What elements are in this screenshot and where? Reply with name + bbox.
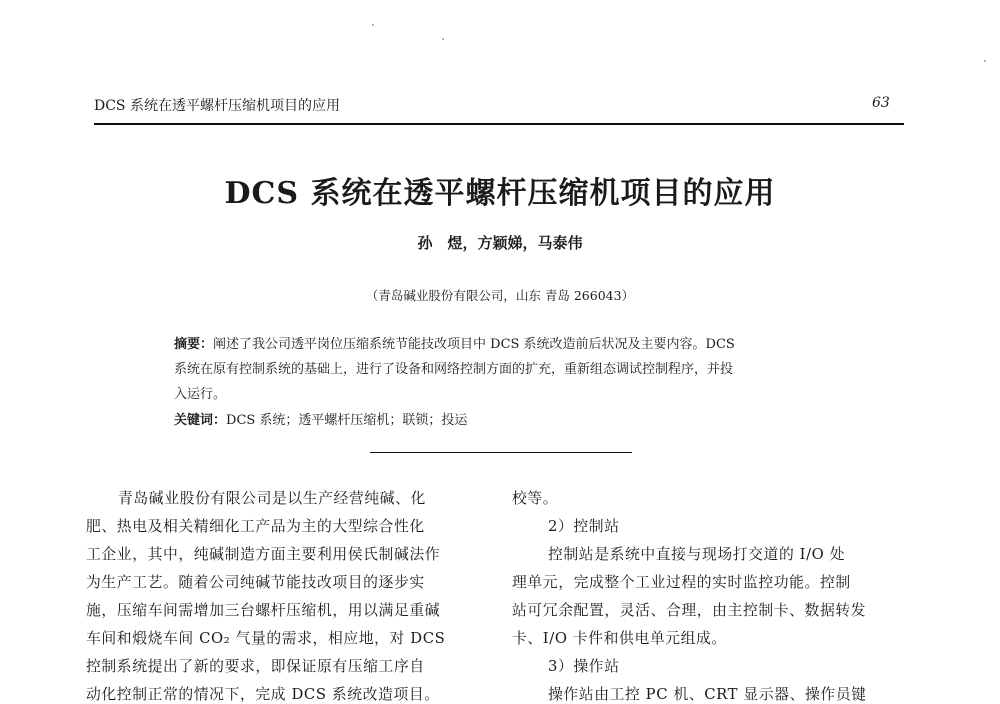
body-line: 肥、热电及相关精细化工产品为主的大型综合性化 [86,518,425,535]
abstract-label: 摘要： [174,337,214,352]
body-line: 青岛碱业股份有限公司是以生产经营纯碱、化 [118,490,426,507]
body-line: 校等。 [512,490,559,507]
article-title: DCS 系统在透平螺杆压缩机项目的应用 [224,176,776,211]
abstract-line: 系统在原有控制系统的基础上，进行了设备和网络控制方面的扩充，重新组态调试控制程序，并投 [174,362,734,377]
header-rule [94,123,904,125]
keywords-label: 关键词： [174,413,227,428]
body-line: 车间和煅烧车间 CO₂ 气量的需求，相应地，对 DCS [86,630,446,647]
subheading: 3）操作站 [548,658,620,675]
body-line: 站可冗余配置，灵活、合理，由主控制卡、数据转发 [512,602,867,619]
abstract-line [174,333,735,352]
keywords-text: DCS 系统；透平螺杆压缩机；联锁；投运 [226,413,468,428]
abstract-text: 阐述了我公司透平岗位压缩系统节能技改项目中 DCS 系统改造前后状况及主要内容。DCS [213,337,735,352]
body-line: 理单元，完成整个工业过程的实时监控功能。控制 [512,574,851,591]
abstract-line: 入运行。 [174,387,227,402]
affiliation: （青岛碱业股份有限公司，山东 青岛 266043） [365,288,635,303]
page-number: 63 [872,95,890,111]
section-divider [370,452,632,453]
subheading: 2）控制站 [548,518,620,535]
scan-speck [372,24,374,26]
body-line: 控制站是系统中直接与现场打交道的 I/O 处 [548,546,846,563]
scan-speck [442,38,444,40]
body-line: 卡、I/O 卡件和供电单元组成。 [512,630,727,647]
scan-speck [984,60,986,62]
body-line: 控制系统提出了新的要求，即保证原有压缩工序自 [86,658,425,675]
authors: 孙 煜，方颖娣，马泰伟 [417,234,583,252]
body-line: 为生产工艺。随着公司纯碱节能技改项目的逐步实 [86,574,425,591]
keywords-line [174,409,467,428]
body-line: 施，压缩车间需增加三台螺杆压缩机，用以满足重碱 [86,602,441,619]
running-title: DCS 系统在透平螺杆压缩机项目的应用 [94,98,340,114]
body-line: 工企业，其中，纯碱制造方面主要利用侯氏制碱法作 [86,546,441,563]
body-line: 动化控制正常的情况下，完成 DCS 系统改造项目。 [86,686,440,703]
body-line: 操作站由工控 PC 机、CRT 显示器、操作员键 [548,686,867,703]
